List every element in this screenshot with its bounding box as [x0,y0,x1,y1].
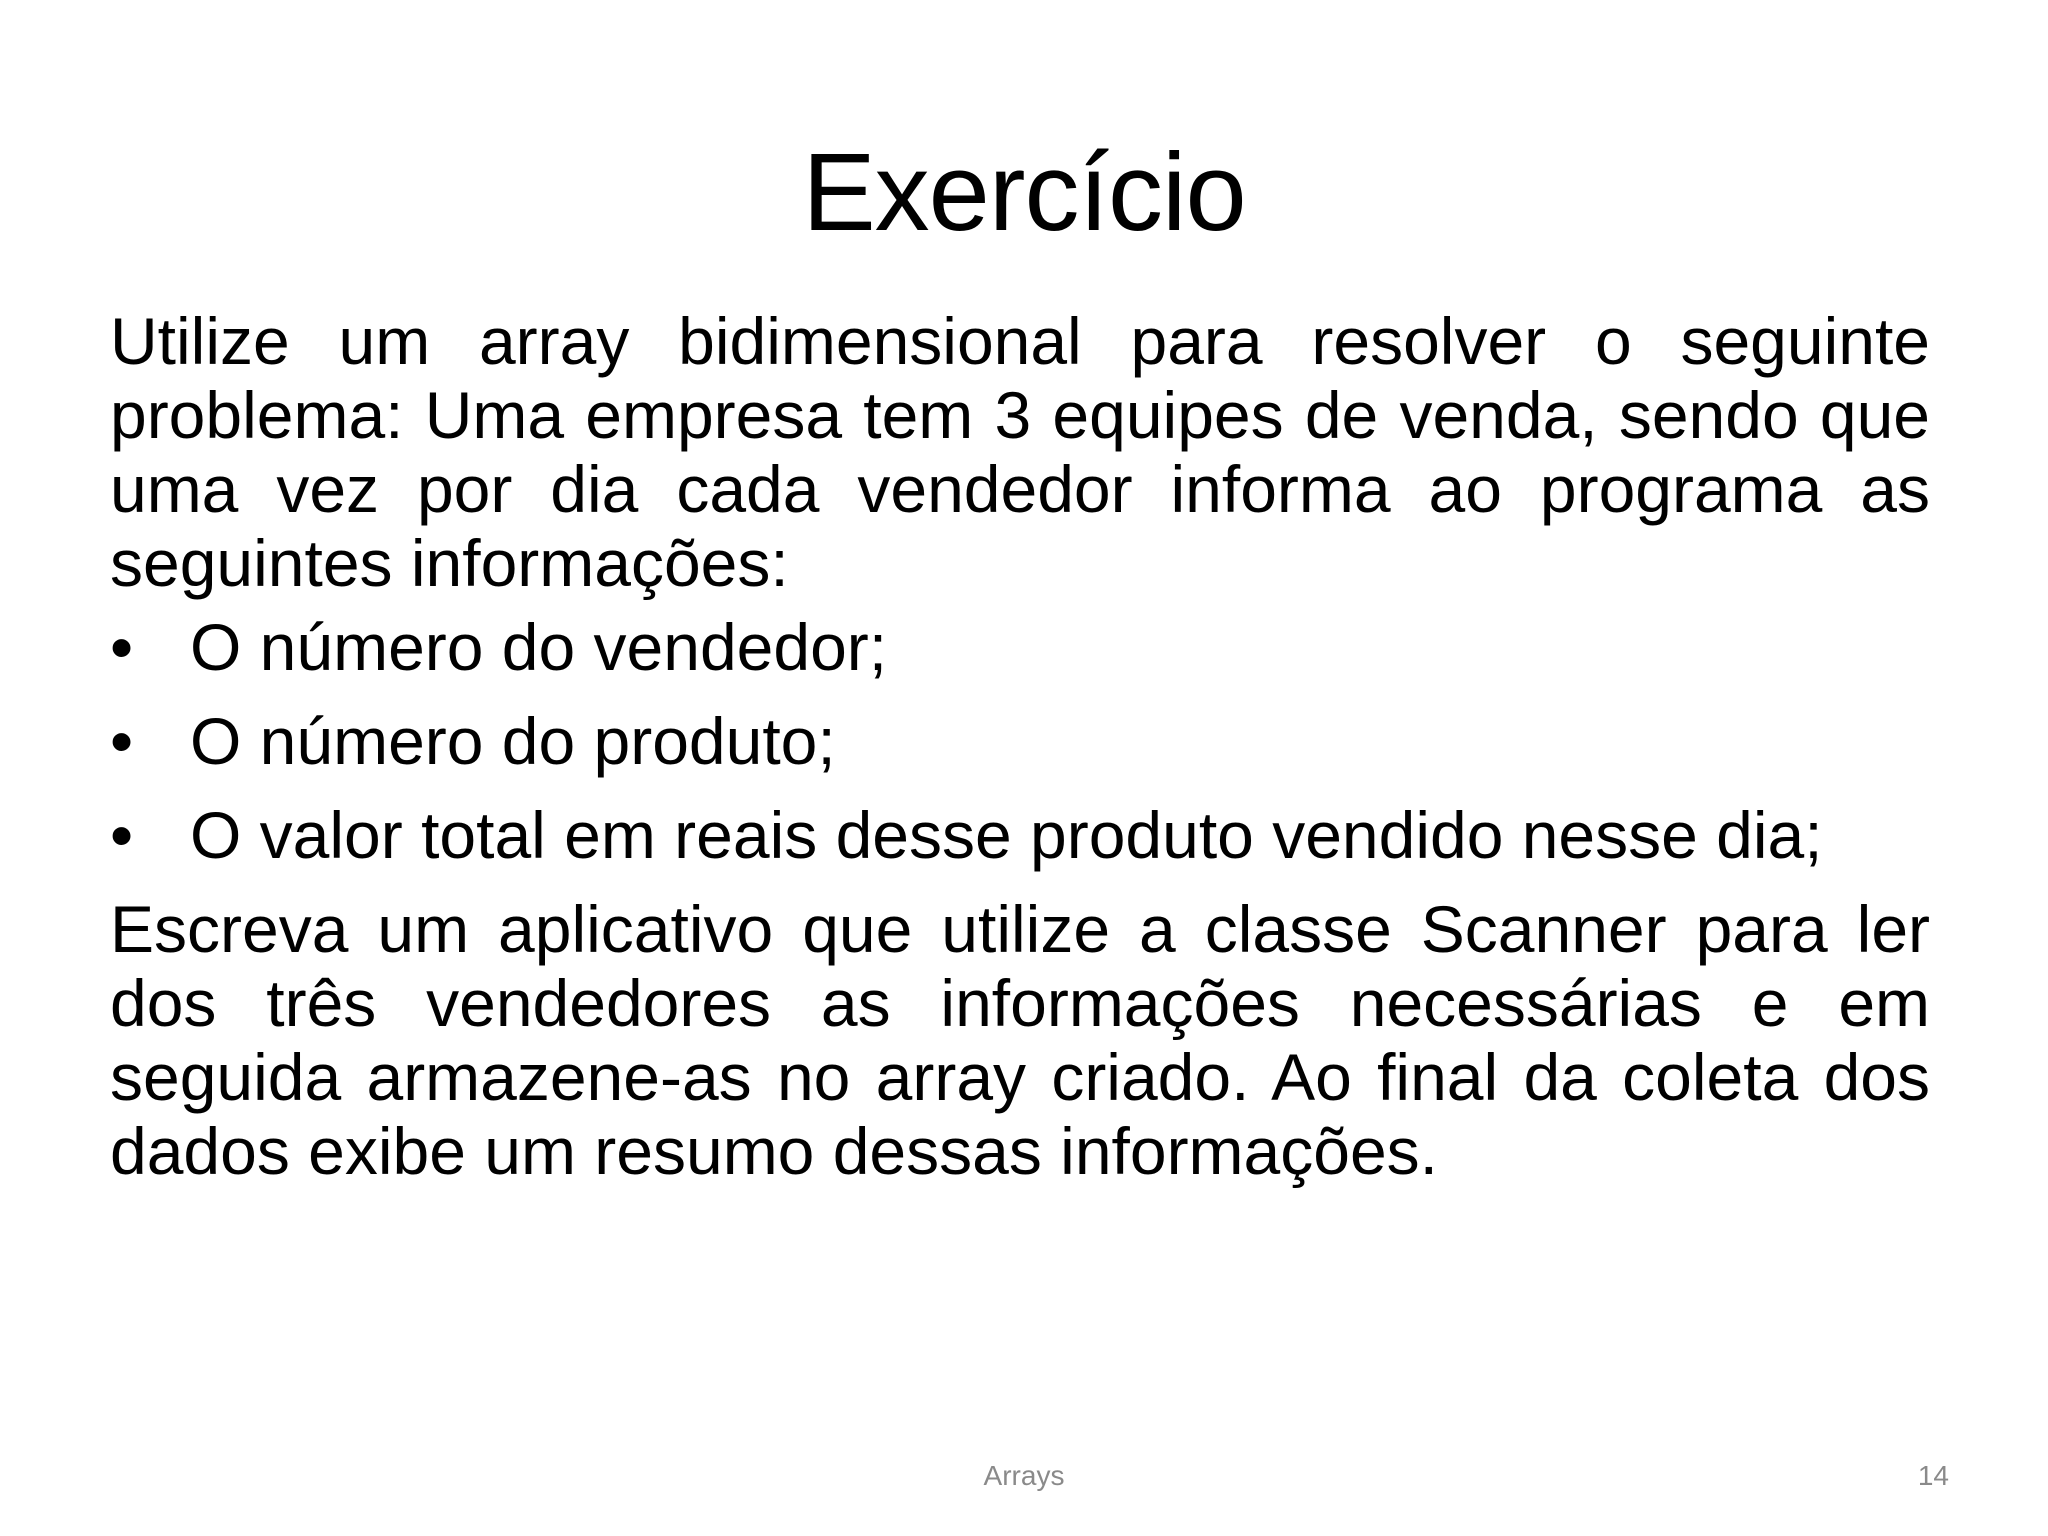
bullet-icon: • [110,704,134,778]
footer-label: Arrays [983,1460,1065,1491]
bullet-list [110,610,1930,872]
bullet-text: O valor total em reais desse produto vendido nesse dia; [190,798,1823,872]
slide-body [110,304,1930,1188]
slide-title: Exercício [802,131,1246,254]
bullet-icon: • [110,610,134,684]
conclusion-paragraph: Escreva um aplicativo que utilize a classe Scanner para ler dos três vendedores as informações necessárias e em seguida armazene-as no array criado. Ao final da coleta dos dados exibe um resumo dessas informações. [110,892,1930,1188]
page-number: 14 [1917,1460,1949,1491]
bullet-item [110,798,1930,872]
bullet-text: O número do produto; [190,704,836,778]
bullet-item [110,610,1930,684]
intro-paragraph: Utilize um array bidimensional para resolver o seguinte problema: Uma empresa tem 3 equipes de venda, sendo que uma vez por dia cada vendedor informa ao programa as seguintes informações: [110,304,1930,600]
bullet-text: O número do vendedor; [190,610,888,684]
bullet-icon: • [110,798,134,872]
bullet-item [110,704,1930,778]
